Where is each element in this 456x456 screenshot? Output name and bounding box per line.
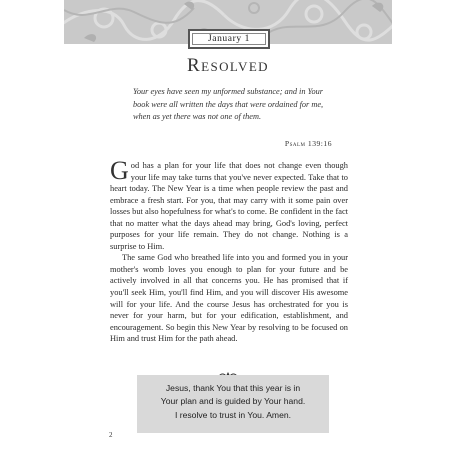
devotional-page [64,0,392,456]
date-label-box [188,29,270,49]
scripture-quote: Your eyes have seen my unformed substance; and in Your book were all written the days that were ordained for me, when as yet there was not one of them. [133,87,324,122]
page-title: Resolved [187,55,269,76]
prayer-text: Jesus, thank You that this year is in Your plan and is guided by Your hand. I resolve to trust in You. Amen. [160,383,306,420]
date-label: January 1 [207,34,251,44]
scripture-citation: Psalm 139:16 [284,139,332,148]
prayer-box [137,375,329,433]
body-paragraph-2: The same God who breathed life into you and formed you in your mother's womb loves you enough to plan for your future and be actively involved in all that concerns you. He has promised that if you'll seek Him, you'll find Him, and you will discover His awesome will for your life. And the course Jesus has orchestrated for you is never for your harm, but for your edification, establishment, and encouragement. So begin this New Year by resolving to be focused on Him and trust Him for the path ahead. [110,253,348,344]
page-number: 2 [109,431,113,439]
body-paragraph-1: God has a plan for your life that does not change even though your life may take turns that you've never expected. Take that to heart today. The New Year is a time when people review the past and embrace a fresh start. For you, that may carry with it some pain over losses but also hopefulness for what's to come. Be confident in the fact that no matter what the days ahead may bring, God's loving, perfect purposes for your life remain. They do not change. Nothing is a surprise to Him. [110,156,348,251]
devotional-body [110,156,348,345]
drop-cap: G [110,156,129,185]
